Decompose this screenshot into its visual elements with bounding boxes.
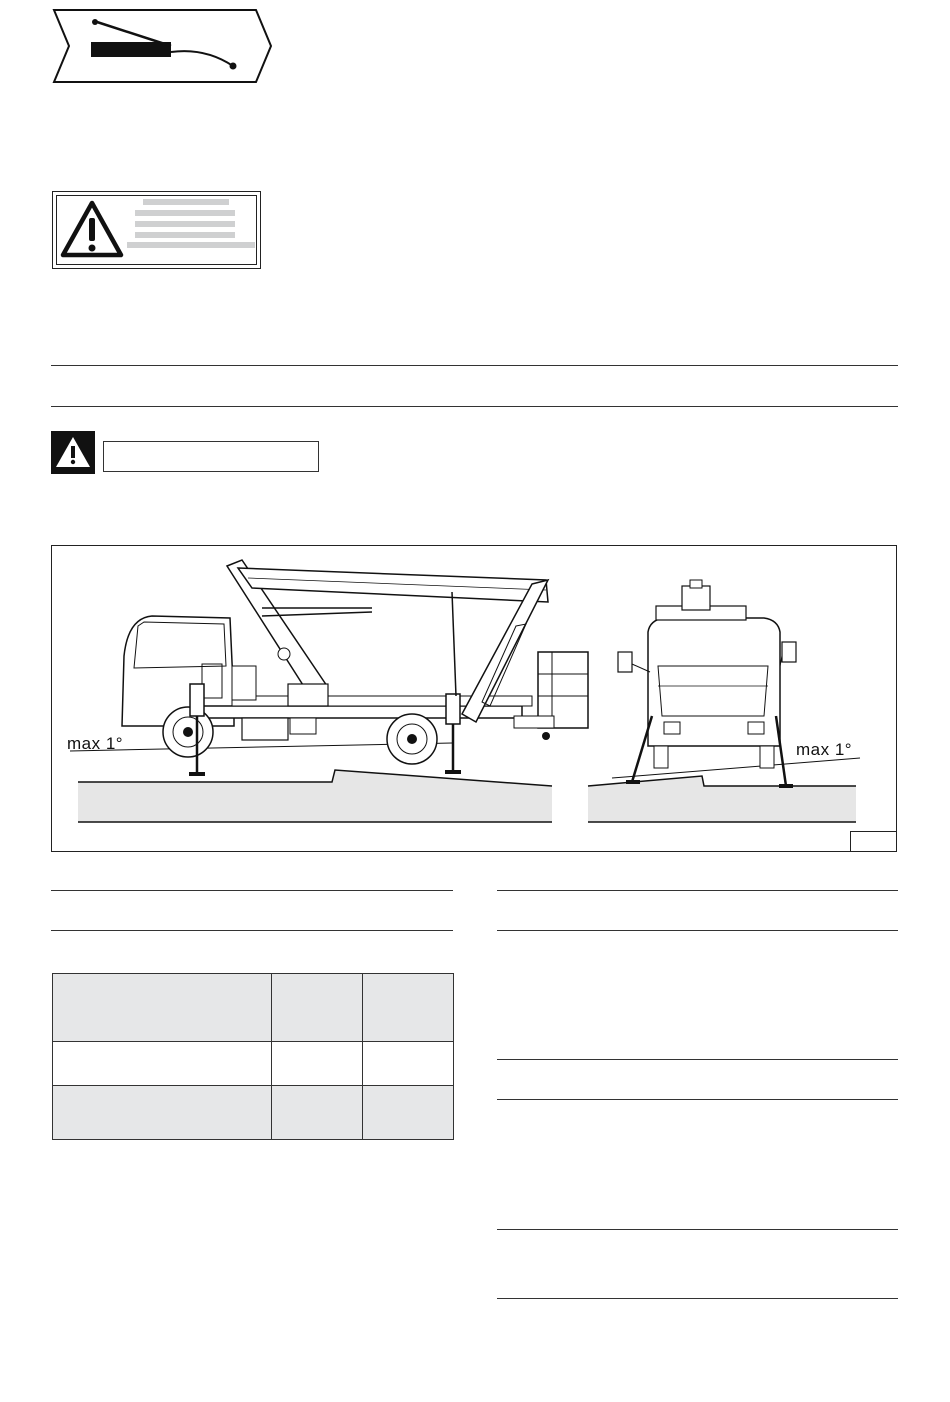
table-cell (53, 1085, 272, 1139)
left-column-rule (51, 890, 453, 891)
safety-decal (52, 191, 261, 269)
right-column-rule (497, 890, 898, 891)
section-rule (51, 406, 898, 407)
leveling-figure (51, 545, 897, 852)
table-cell (53, 1042, 272, 1085)
table-header-cell (272, 974, 363, 1042)
right-column-rule (497, 1099, 898, 1100)
table-row (53, 1085, 454, 1139)
table-header-cell (53, 974, 272, 1042)
table-cell (363, 1085, 454, 1139)
caution-warning-icon (51, 431, 95, 474)
table-cell (272, 1042, 363, 1085)
truck-slope-illustration (52, 546, 898, 853)
left-slope-label: max 1° (67, 734, 124, 753)
control-lever-icon (51, 8, 273, 84)
table-cell (363, 1042, 454, 1085)
table-header-cell (363, 974, 454, 1042)
right-column-rule (497, 1229, 898, 1230)
section-rule (51, 365, 898, 366)
table-row (53, 1042, 454, 1085)
caution-label-box (103, 441, 319, 472)
table-row (53, 974, 454, 1042)
spec-table (52, 973, 454, 1140)
right-column-rule (497, 930, 898, 931)
right-column-rule (497, 1298, 898, 1299)
figure-number-box (850, 831, 896, 851)
table-cell (272, 1085, 363, 1139)
right-slope-label: max 1° (796, 740, 853, 759)
right-column-rule (497, 1059, 898, 1060)
left-column-rule (51, 930, 453, 931)
warning-triangle-icon (59, 198, 125, 260)
